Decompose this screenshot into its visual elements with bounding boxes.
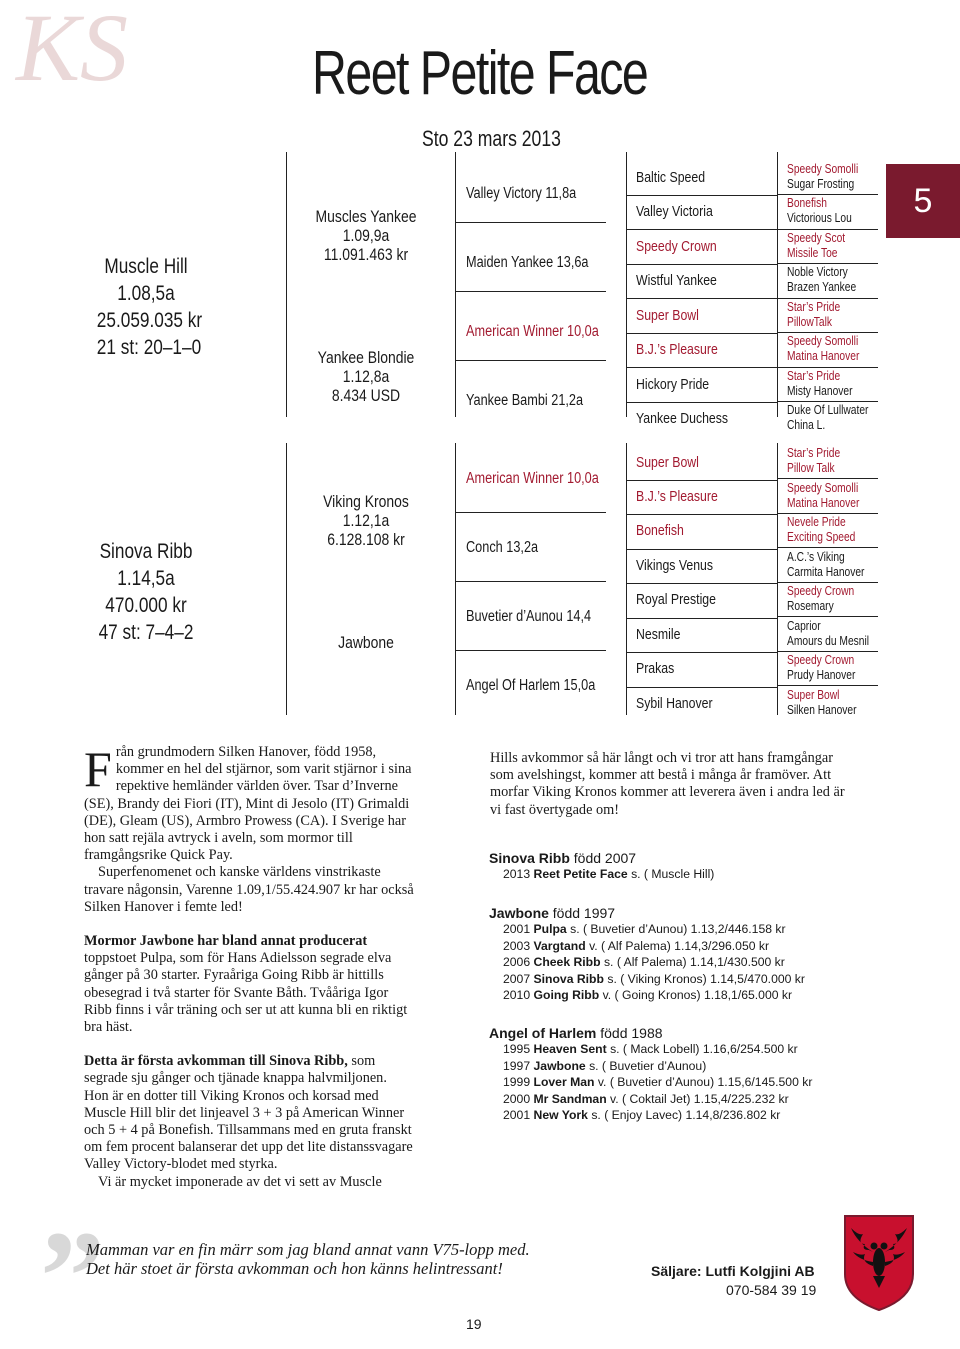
offspring-row	[489, 954, 849, 971]
horse-record: 1.08,5a	[117, 282, 175, 305]
sire-g5-14: Misty Hanover	[787, 384, 853, 398]
sire-g5-5: Speedy Scot	[787, 231, 846, 245]
page-subtitle: Sto 23 mars 2013	[422, 126, 561, 151]
horse-record: 1.09,9a	[342, 226, 390, 245]
article-paragraph-3: Mormor Jawbone har bland annat producerat toppstoet Pulpa, som för Hans Adielsson segrade elva gånger på 30 starter. Fyraåriga Going Ribb är hittills obesegrad i två starter för Svante Båth. Tvååriga Igor Ribb finns i vår träning och ser ut att kunna bli en riktigt bra häst.	[84, 933, 408, 1036]
horse-name: Viking Kronos	[323, 492, 409, 511]
article-paragraph-4: Detta är första avkomman till Sinova Ribb, som segrade sju gånger och tjänade knappa halvmiljonen. Hon är en dotter till Viking Kronos och korsad med Muscle Hill blir det linjeavel 3 + 3 på American Winner och 5 + 4 på Bonefish. Tillsammans med en gruta franskt om fem procent balanserar det upp det lite distanssvagare Valley Victory-blodet med styrka.	[84, 1053, 413, 1173]
dam-g5-6: Exciting Speed	[787, 530, 856, 544]
sire-g5-2: Sugar Frosting	[787, 177, 855, 191]
offspring-row	[489, 866, 849, 883]
dam-name: Sinova Ribb	[489, 850, 570, 866]
foal-info: s. ( Muscle Hill)	[631, 867, 715, 881]
horse-earnings: 470.000 kr	[105, 594, 187, 617]
offspring-group	[489, 1025, 849, 1124]
foal-name: Vargtand	[533, 938, 586, 953]
sire-g5-12: Matina Hanover	[787, 349, 860, 363]
offspring-row	[489, 1041, 849, 1058]
sire-g4-1: Baltic Speed	[636, 169, 706, 186]
sire-g5-13: Star’s Pride	[787, 369, 841, 383]
sire-g4-6: B.J.’s Pleasure	[636, 341, 718, 358]
dam-g3-1: American Winner 10,0a	[466, 470, 599, 487]
horse-name: Muscles Yankee	[315, 207, 417, 226]
dam-g3-2: Conch 13,2a	[466, 539, 539, 556]
albanian-flag-shield-icon	[843, 1214, 915, 1312]
foal-info: v. ( Alf Palema) 1.14,3/296.050 kr	[589, 938, 770, 953]
foal-info: v. ( Buvetier d’Aunou) 1.15,6/145.500 kr	[597, 1075, 813, 1090]
sire-g4-5: Super Bowl	[636, 307, 699, 324]
foal-info: s. ( Buvetier d’Aunou) 1.13,2/446.158 kr	[570, 922, 786, 936]
foal-year: 2013	[503, 867, 531, 881]
dam-name: Jawbone	[489, 905, 549, 921]
foal-name: Going Ribb	[533, 988, 600, 1003]
dam-g4-2: B.J.’s Pleasure	[636, 488, 718, 505]
foal-year: 2000	[503, 1091, 531, 1106]
foal-year: 2007	[503, 971, 531, 986]
offspring-group	[489, 850, 849, 883]
dam-g5-11: Caprior	[787, 619, 821, 633]
dam-g4-3: Bonefish	[636, 522, 684, 539]
sire-g5-8: Brazen Yankee	[787, 280, 857, 294]
offspring-group	[489, 905, 849, 1004]
offspring-row	[489, 938, 849, 955]
quote-mark-icon: ”	[40, 1205, 105, 1349]
dam-birth: född 2007	[573, 850, 637, 866]
sire-g5-15: Duke Of Lullwater	[787, 403, 869, 417]
dam-g4-5: Royal Prestige	[636, 591, 716, 608]
offspring-row	[489, 1058, 849, 1075]
dam-g5-5: Nevele Pride	[787, 515, 846, 529]
sire-g5-1: Speedy Somolli	[787, 162, 859, 176]
foal-year: 2010	[503, 988, 531, 1003]
dam-g4-1: Super Bowl	[636, 454, 699, 471]
foal-year: 1995	[503, 1042, 531, 1056]
horse-starts: 47 st: 7–4–2	[98, 621, 194, 644]
offspring-dam	[489, 905, 849, 921]
offspring-row	[489, 921, 849, 938]
foal-name: Lover Man	[533, 1075, 595, 1090]
dam-g4-6: Nesmile	[636, 626, 681, 643]
sire-g5-6: Missile Toe	[787, 246, 838, 260]
sire-g3-4: Yankee Bambi 21,2a	[466, 392, 584, 409]
foal-name: Mr Sandman	[533, 1091, 607, 1106]
foal-name: Reet Petite Face	[533, 867, 628, 881]
dam-g2-2	[296, 633, 436, 652]
foal-year: 2006	[503, 955, 531, 970]
horse-name: Sinova Ribb	[99, 540, 193, 563]
horse-record: 1.12,1a	[342, 511, 390, 530]
drop-cap: F	[84, 741, 112, 797]
foal-info: s. ( Alf Palema) 1.14,1/430.500 kr	[603, 955, 785, 970]
foal-info: s. ( Viking Kronos) 1.14,5/470.000 kr	[607, 971, 805, 986]
seller-name: Säljare: Lutfi Kolgjini AB	[651, 1263, 815, 1279]
dam-g5-16: Silken Hanover	[787, 703, 857, 717]
horse-starts: 21 st: 20–1–0	[96, 336, 202, 359]
sire-g4-8: Yankee Duchess	[636, 410, 729, 427]
page-tab: 5	[886, 164, 960, 238]
dam-g4-8: Sybil Hanover	[636, 695, 713, 712]
dam-g5-7: A.C.’s Viking	[787, 550, 845, 564]
dam-g5-10: Rosemary	[787, 599, 834, 613]
foal-info: s. ( Mack Lobell) 1.16,6/254.500 kr	[610, 1042, 798, 1056]
dam-birth: född 1988	[600, 1025, 663, 1041]
foal-name: New York	[533, 1108, 588, 1123]
dam-g5-14: Prudy Hanover	[787, 668, 856, 682]
article-left-column	[84, 741, 414, 1191]
foal-year: 2001	[503, 1108, 531, 1123]
offspring-row	[489, 1107, 849, 1124]
svg-text:KS: KS	[16, 0, 129, 101]
dam-g5-1: Star’s Pride	[787, 446, 841, 460]
page-number: 19	[466, 1316, 482, 1332]
horse-earnings: 25.059.035 kr	[96, 309, 203, 332]
dam-g3-4: Angel Of Harlem 15,0a	[466, 677, 596, 694]
dam-g5-13: Speedy Crown	[787, 653, 855, 667]
article-paragraph-2: Superfenomenet och kanske världens vinstrikaste travare någonsin, Varenne 1.09,1/55.424.907 kr har också Silken Hanover i femte led!	[84, 864, 414, 915]
foal-year: 1997	[503, 1058, 531, 1073]
foal-info: v. ( Coktail Jet) 1.15,4/225.232 kr	[610, 1091, 789, 1106]
foal-name: Cheek Ribb	[533, 955, 601, 970]
dam-g4-4: Vikings Venus	[636, 557, 714, 574]
sire-g5-10: PillowTalk	[787, 315, 833, 329]
horse-name: Muscle Hill	[104, 255, 188, 278]
offspring-row	[489, 987, 849, 1004]
article-paragraph-6: Hills avkommor så här långt och vi tror att hans framgångar som avelshingst, kommer att bestå i många år framöver. Att morfar Viking Kronos kommer att leverera även i andra led är vi fast övertygade om!	[490, 750, 845, 818]
horse-earnings: 8.434 USD	[331, 386, 401, 405]
sire-g5-11: Speedy Somolli	[787, 334, 859, 348]
offspring-dam	[489, 850, 849, 866]
horse-earnings: 6.128.108 kr	[327, 530, 405, 549]
seller-phone: 070-584 39 19	[726, 1282, 817, 1298]
offspring-dam	[489, 1025, 849, 1041]
foal-name: Pulpa	[533, 922, 567, 936]
monogram-logo	[6, 0, 156, 110]
pull-quote: Mamman var en fin märr som jag bland annat vann V75-lopp med. Det här stoet är första avkomman och hon känns helintressant!	[86, 1240, 530, 1278]
dam-g5-8: Carmita Hanover	[787, 565, 865, 579]
sire-g2-1	[296, 207, 436, 264]
horse-earnings: 11.091.463 kr	[323, 245, 409, 264]
sire-g5-9: Star’s Pride	[787, 300, 841, 314]
dam-g2-1	[296, 492, 436, 549]
foal-year: 1999	[503, 1075, 531, 1090]
offspring-row	[489, 1074, 849, 1091]
dam-g5-15: Super Bowl	[787, 688, 840, 702]
sire-g3-3: American Winner 10,0a	[466, 323, 599, 340]
foal-year: 2001	[503, 922, 531, 936]
dam-name: Angel of Harlem	[489, 1025, 597, 1041]
sire-g5-16: China L.	[787, 418, 826, 432]
dam-g5-2: Pillow Talk	[787, 461, 835, 475]
horse-name: Jawbone	[338, 633, 394, 652]
sire-g4-2: Valley Victoria	[636, 203, 713, 220]
sire-g4-4: Wistful Yankee	[636, 272, 717, 289]
sire-g2-2	[296, 348, 436, 405]
foal-info: s. ( Buvetier d’Aunou)	[589, 1058, 707, 1073]
sire-g5-4: Victorious Lou	[787, 211, 852, 225]
sire-g3-2: Maiden Yankee 13,6a	[466, 254, 589, 271]
offspring-row	[489, 1091, 849, 1108]
sire-g5-3: Bonefish	[787, 196, 827, 210]
dam-g5-9: Speedy Crown	[787, 584, 855, 598]
offspring-row	[489, 971, 849, 988]
page-title: Reet Petite Face	[312, 39, 648, 108]
foal-name: Jawbone	[533, 1058, 586, 1073]
foal-name: Heaven Sent	[533, 1042, 607, 1056]
dam-g3-3: Buvetier d’Aunou 14,4	[466, 608, 592, 625]
dam-g1	[86, 538, 206, 646]
sire-g4-3: Speedy Crown	[636, 238, 717, 255]
sire-g5-7: Noble Victory	[787, 265, 848, 279]
foal-name: Sinova Ribb	[533, 971, 604, 986]
sire-g4-7: Hickory Pride	[636, 376, 710, 393]
foal-info: s. ( Enjoy Lavec) 1.14,8/236.802 kr	[591, 1108, 781, 1123]
dam-g4-7: Prakas	[636, 660, 675, 677]
foal-year: 2003	[503, 938, 531, 953]
dam-g5-3: Speedy Somolli	[787, 481, 859, 495]
sire-g3-1: Valley Victory 11,8a	[466, 185, 577, 202]
horse-record: 1.14,5a	[117, 567, 175, 590]
dam-g5-12: Amours du Mesnil	[787, 634, 870, 648]
horse-record: 1.12,8a	[342, 367, 390, 386]
horse-name: Yankee Blondie	[317, 348, 415, 367]
article-paragraph-5: Vi är mycket imponerade av det vi sett av Muscle	[98, 1173, 382, 1190]
sire-g1	[86, 253, 206, 361]
dam-birth: född 1997	[552, 905, 616, 921]
foal-info: v. ( Going Kronos) 1.18,1/65.000 kr	[602, 988, 793, 1003]
article-paragraph-1: Från grundmodern Silken Hanover, född 1958, kommer en hel del stjärnor, som varit stjärnor i sina repektive hemländer världen över. Tsar d’Inverne (SE), Brandy dei Fiori (IT), Mint di Jesolo (IT) Grimaldi (DE), Gleam (US), Armbro Prowess (CA). I Sverige har hon satt rejäla avtryck i aveln, som mormor till framgångsrike Quick Pay.	[84, 741, 412, 864]
dam-g5-4: Matina Hanover	[787, 496, 860, 510]
